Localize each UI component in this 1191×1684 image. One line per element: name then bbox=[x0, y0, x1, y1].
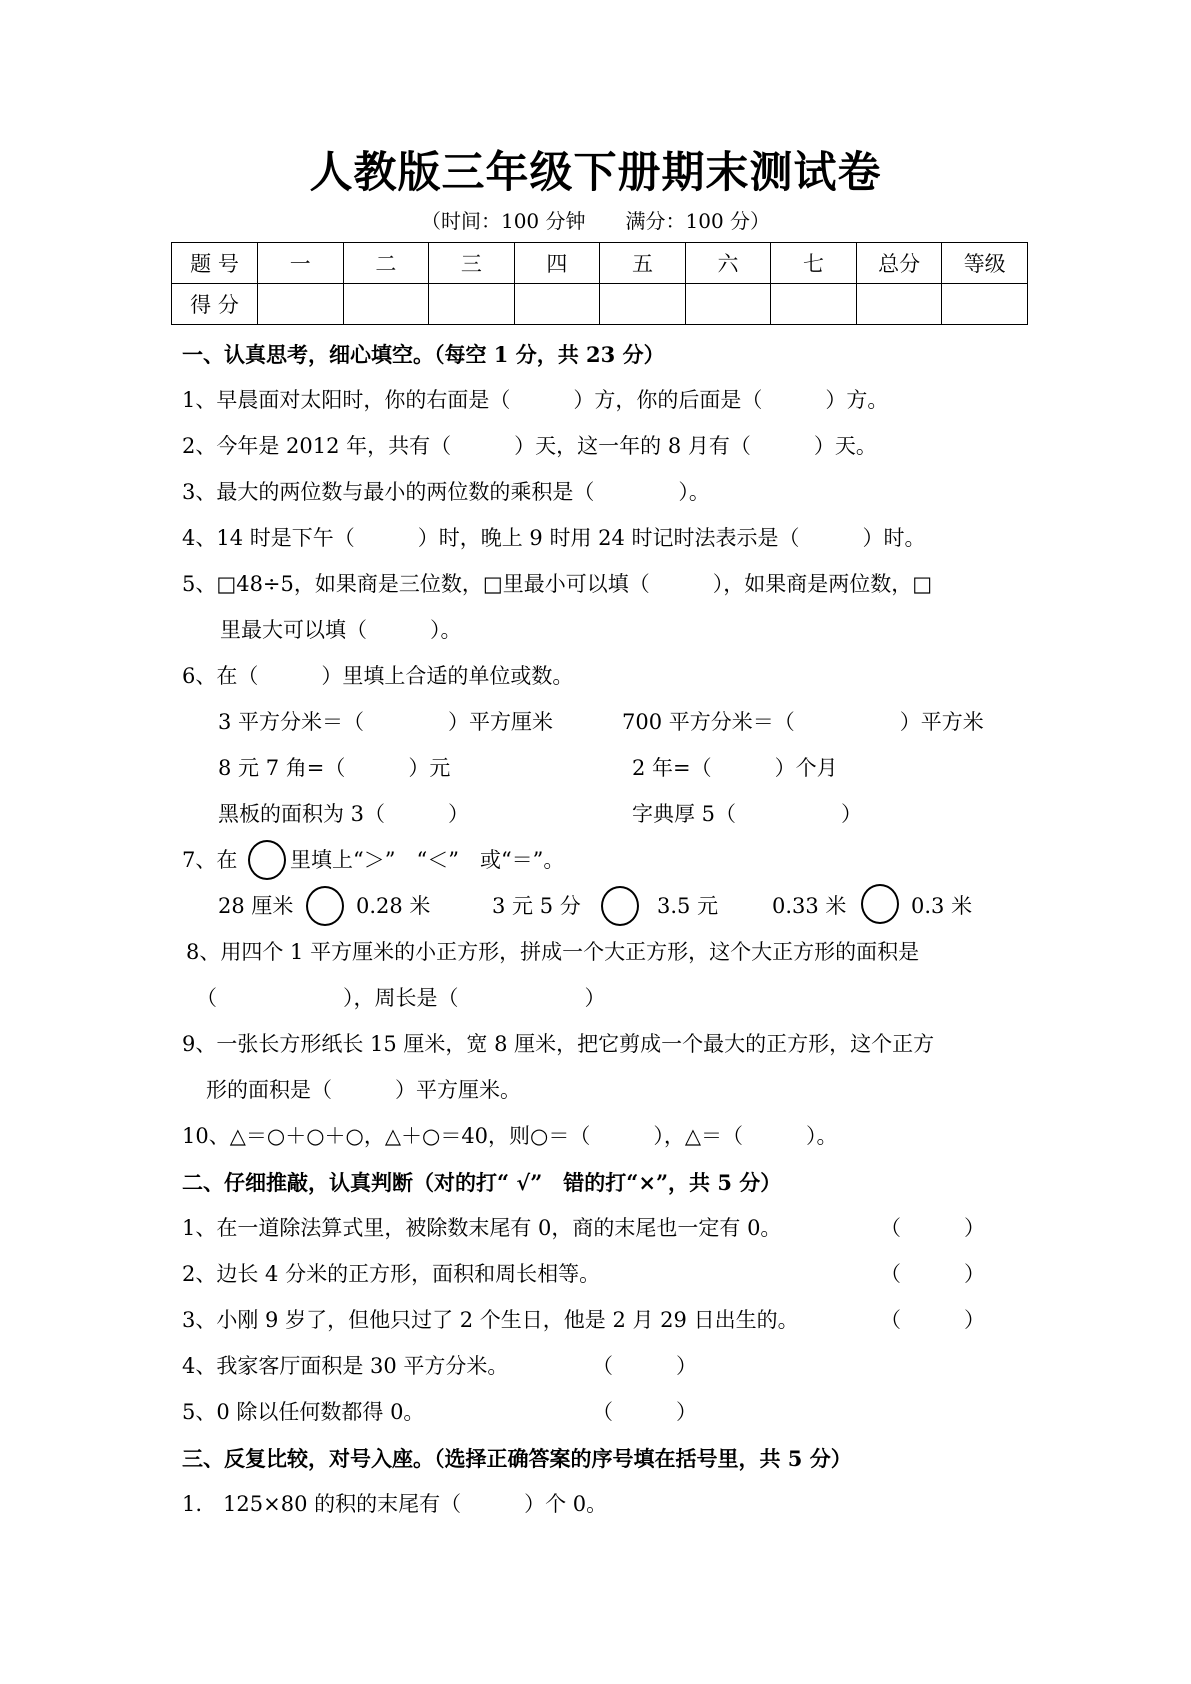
s1-q6-item-6: 字典厚 5（ ） bbox=[632, 802, 863, 826]
score-cell[interactable] bbox=[514, 284, 600, 325]
s1-question-3: 3、最大的两位数与最小的两位数的乘积是（ ）。 bbox=[182, 480, 710, 504]
score-cell[interactable] bbox=[771, 284, 857, 325]
s1-q6-item-3: 8 元 7 角=（ ）元 bbox=[218, 756, 451, 780]
s3-question-1: 1. 125×80 的积的末尾有（ ）个 0。 bbox=[182, 1492, 608, 1516]
s1-question-10: 10、△＝○＋○＋○，△＋○＝40，则○＝（ ），△＝（ ）。 bbox=[182, 1124, 838, 1148]
score-header-cell: 一 bbox=[258, 243, 344, 284]
s1-question-6: 6、在（ ）里填上合适的单位或数。 bbox=[182, 664, 574, 688]
s1-q6-item-2: 700 平方分米＝（ ）平方米 bbox=[622, 710, 984, 734]
score-row-label: 得 分 bbox=[172, 284, 258, 325]
score-cell[interactable] bbox=[685, 284, 771, 325]
s1-question-9-line2: 形的面积是（ ）平方厘米。 bbox=[206, 1078, 521, 1102]
page-title: 人教版三年级下册期末测试卷 bbox=[309, 148, 882, 198]
s2-question-5: 5、0 除以任何数都得 0。 bbox=[182, 1400, 425, 1424]
score-header-cell: 二 bbox=[343, 243, 429, 284]
s1-q7-left-1: 28 厘米 bbox=[218, 894, 294, 918]
score-header-cell: 题 号 bbox=[172, 243, 258, 284]
score-header-cell: 四 bbox=[514, 243, 600, 284]
s2-answer-blank-1[interactable]: （ ） bbox=[880, 1216, 985, 1240]
s1-question-1: 1、早晨面对太阳时，你的右面是（ ）方，你的后面是（ ）方。 bbox=[182, 388, 889, 412]
score-header-cell: 总分 bbox=[856, 243, 942, 284]
comparison-circle-3[interactable] bbox=[861, 884, 899, 924]
score-cell[interactable] bbox=[429, 284, 515, 325]
s1-q7-left-3: 0.33 米 bbox=[772, 894, 847, 918]
s1-question-8-line1: 8、用四个 1 平方厘米的小正方形，拼成一个大正方形，这个大正方形的面积是 bbox=[186, 940, 920, 964]
s2-answer-blank-3[interactable]: （ ） bbox=[880, 1308, 985, 1332]
score-cell[interactable] bbox=[600, 284, 686, 325]
score-header-cell: 七 bbox=[771, 243, 857, 284]
score-header-cell: 等级 bbox=[942, 243, 1028, 284]
exam-info: （时间：100 分钟 满分：100 分） bbox=[420, 209, 771, 233]
s2-answer-blank-4[interactable]: （ ） bbox=[592, 1354, 697, 1378]
s1-q6-item-4: 2 年=（ ）个月 bbox=[632, 756, 838, 780]
s2-question-2: 2、边长 4 分米的正方形，面积和周长相等。 bbox=[182, 1262, 601, 1286]
score-cell[interactable] bbox=[343, 284, 429, 325]
s2-answer-blank-2[interactable]: （ ） bbox=[880, 1262, 985, 1286]
score-cell[interactable] bbox=[258, 284, 344, 325]
score-table-score-row bbox=[172, 284, 1028, 325]
s1-question-9-line1: 9、一张长方形纸长 15 厘米，宽 8 厘米，把它剪成一个最大的正方形，这个正方 bbox=[182, 1032, 935, 1056]
section3-heading: 三、反复比较，对号入座。（选择正确答案的序号填在括号里，共 5 分） bbox=[182, 1446, 852, 1471]
s1-question-7-prefix: 7、在 bbox=[182, 848, 238, 872]
s1-question-7-text: 里填上“＞” “＜” 或“＝”。 bbox=[290, 848, 565, 872]
s2-answer-blank-5[interactable]: （ ） bbox=[592, 1400, 697, 1424]
s1-question-2: 2、今年是 2012 年，共有（ ）天，这一年的 8 月有（ ）天。 bbox=[182, 434, 877, 458]
section1-heading: 一、认真思考，细心填空。（每空 1 分，共 23 分） bbox=[182, 342, 665, 367]
s2-question-4: 4、我家客厅面积是 30 平方分米。 bbox=[182, 1354, 509, 1378]
s1-question-5-line1: 5、□48÷5，如果商是三位数，□里最小可以填（ ），如果商是两位数，□ bbox=[182, 572, 933, 596]
s1-question-4: 4、14 时是下午（ ）时，晚上 9 时用 24 时记时法表示是（ ）时。 bbox=[182, 526, 926, 550]
s1-q6-item-5: 黑板的面积为 3（ ） bbox=[218, 802, 470, 826]
score-header-cell: 五 bbox=[600, 243, 686, 284]
s1-q7-right-2: 3.5 元 bbox=[657, 894, 719, 918]
score-table bbox=[171, 242, 1028, 325]
s1-q6-item-1: 3 平方分米＝（ ）平方厘米 bbox=[218, 710, 554, 734]
section2-heading: 二、仔细推敲，认真判断（对的打“ √” 错的打“×”，共 5 分） bbox=[182, 1170, 782, 1195]
s1-q7-left-2: 3 元 5 分 bbox=[492, 894, 581, 918]
comparison-circle-1[interactable] bbox=[306, 886, 344, 926]
score-header-cell: 三 bbox=[429, 243, 515, 284]
s1-question-8-line2: （ ），周长是（ ） bbox=[196, 986, 606, 1010]
score-header-cell: 六 bbox=[685, 243, 771, 284]
comparison-circle-example bbox=[248, 840, 286, 880]
comparison-circle-2[interactable] bbox=[601, 886, 639, 926]
s1-q7-right-1: 0.28 米 bbox=[356, 894, 431, 918]
s1-question-5-line2: 里最大可以填（ ）。 bbox=[220, 618, 462, 642]
score-cell[interactable] bbox=[856, 284, 942, 325]
score-cell[interactable] bbox=[942, 284, 1028, 325]
s1-q7-right-3: 0.3 米 bbox=[911, 894, 973, 918]
s2-question-3: 3、小刚 9 岁了，但他只过了 2 个生日，他是 2 月 29 日出生的。 bbox=[182, 1308, 799, 1332]
s2-question-1: 1、在一道除法算式里，被除数末尾有 0，商的末尾也一定有 0。 bbox=[182, 1216, 782, 1240]
score-table-header-row bbox=[172, 243, 1028, 284]
